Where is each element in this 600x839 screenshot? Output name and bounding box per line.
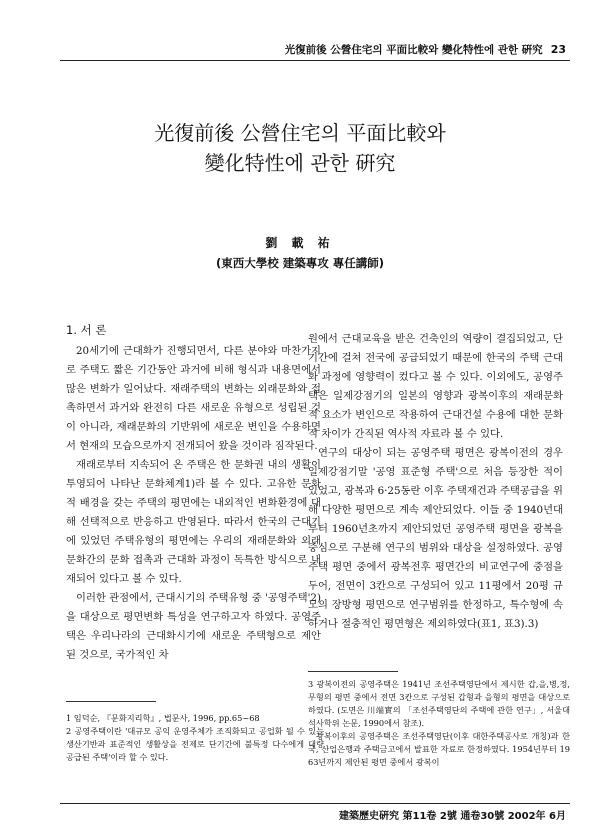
header-rule — [60, 60, 570, 61]
body-paragraph: 원에서 근대교육을 받은 건축인의 역량이 결집되었고, 단기간에 걸쳐 전국에 공급되었기 때문에 한국의 주택 근대화 과정에 영향력이 컸다고 볼 수 있다. 이외에도, 공영주택은 일제강점기의 일본의 영향과 광복이후의 재래문화적 요소가 변인으로 작용하여 근대건설 수용에 대한 문화적 차이가 간직된 역사적 자료라 볼 수 있다. — [308, 333, 563, 440]
footnote: 광복이후의 공영주택은 조선주택영단(이후 대한주택공사로 개칭)과 한국, 산업은행과 주택금고에서 발표한 자료로 한정하였다. 1954년부터 1963년까지 제안된 평면 중에서 광복이 — [308, 731, 570, 767]
footnote: 3 광복이전의 공영주택은 1941년 조선주택영단에서 제시한 갑,을,병,정,무형의 평면 중에서 전면 3칸으로 구성된 갑형과 을형의 평면을 대상으로 하였다. (도면은 川端實의 「조선주택영단의 주택에 관한 연구」, 서울대 석사학위 논문, 1990에서 참조). — [308, 679, 570, 728]
body-paragraph: 연구의 대상이 되는 공영주택 평면은 광복이전의 경우 일제강점기말 '공영 표준형 주택'으로 처음 등장한 적이 있었고, 광복과 6·25동란 이후 주택재건과 주택공급을 위해 다양한 평면으로 계속 제안되었다. 이들 중 1940년대부터 1960년초까지 제안되었던 공영주택 평면을 광복을 중심으로 구분해 연구의 범위와 대상을 설정하였다. 공영주택 평면 중에서 광복전후 평면간의 비교연구에 중점을 두어, 전면이 3칸으로 구성되어 있고 11평에서 20평 규모의 장방형 평면으로 연구범위를 한정하고, 특수형에 속하거나 절충적인 평면형은 제외하였다(표1, 표3).3) — [308, 447, 563, 630]
paper-title-line-1: 光復前後 公營住宅의 平面比較와 — [154, 121, 446, 145]
footnote-rule-right — [308, 671, 398, 672]
footnotes-right — [308, 678, 570, 769]
running-head-title: 光復前後 公營住宅의 平面比較와 變化特性에 관한 硏究 — [284, 44, 543, 56]
paper-title-line-2: 變化特性에 관한 硏究 — [204, 151, 396, 175]
page-number: 23 — [550, 43, 566, 56]
journal-footer: 建築歷史硏究 第11卷 2號 通卷30號 2002年 6月 — [339, 811, 566, 822]
footnote: 2 공영주택이란 '대규모 공익 운영주체가 조직화되고 공업화 될 수 있는 생산기반과 표준적인 생활상을 전제로 단기간에 불특정 다수에게 대량 공급된 주택'이라 할 수 있다. — [66, 726, 324, 762]
footnote: 1 임덕순, 『문화지리학』, 법문사, 1996, pp.65~68 — [66, 713, 260, 723]
footnote-rule-left — [66, 701, 156, 702]
author-name: 劉 載 祐 — [265, 236, 335, 250]
running-head — [285, 42, 566, 57]
left-column — [66, 342, 321, 665]
body-paragraph: 이러한 관점에서, 근대시기의 주택유형 중 '공영주택'2)을 대상으로 평면변화 특성을 연구하고자 하였다. 공영주택은 우리나라의 근대화시기에 새로운 주택형으로 제안된 것으로, 국가적인 차 — [66, 592, 321, 661]
footer-rule — [60, 803, 570, 804]
body-paragraph: 20세기에 근대화가 진행되면서, 다른 분야와 마찬가지로 주택도 짧은 기간동안 과거에 비해 형식과 내용면에서 많은 변화가 일어났다. 재래주택의 변화는 외래문화와 접촉하면서 과거와 완전히 다른 새로운 유형으로 성립된 것이 아니라, 재래문화의 기반위에 새로운 변인을 수용하면서 현재의 모습으로까지 전개되어 왔을 것이라 짐작된다. — [66, 345, 321, 452]
section-heading: 1. 서 론 — [66, 323, 107, 337]
footnotes-left — [66, 712, 324, 764]
right-column — [308, 330, 563, 634]
body-paragraph: 재래로부터 지속되어 온 주택은 한 문화권 내의 생활이 투영되어 나타난 문화체계1)라 볼 수 있다. 고유한 문화적 배경을 갖는 주택의 평면에는 내외적인 변화환경에 대해 선택적으로 반응하고 반영된다. 따라서 한국의 근대기에 있었던 주택유형의 평면에는 우리의 재래문화와 외래문화간의 문화 접촉과 근대화 과정이 독특한 방식으로 내재되어 있다고 볼 수 있다. — [66, 459, 321, 585]
author-affiliation: (東西大學校 建築專攻 專任講師) — [215, 256, 385, 270]
